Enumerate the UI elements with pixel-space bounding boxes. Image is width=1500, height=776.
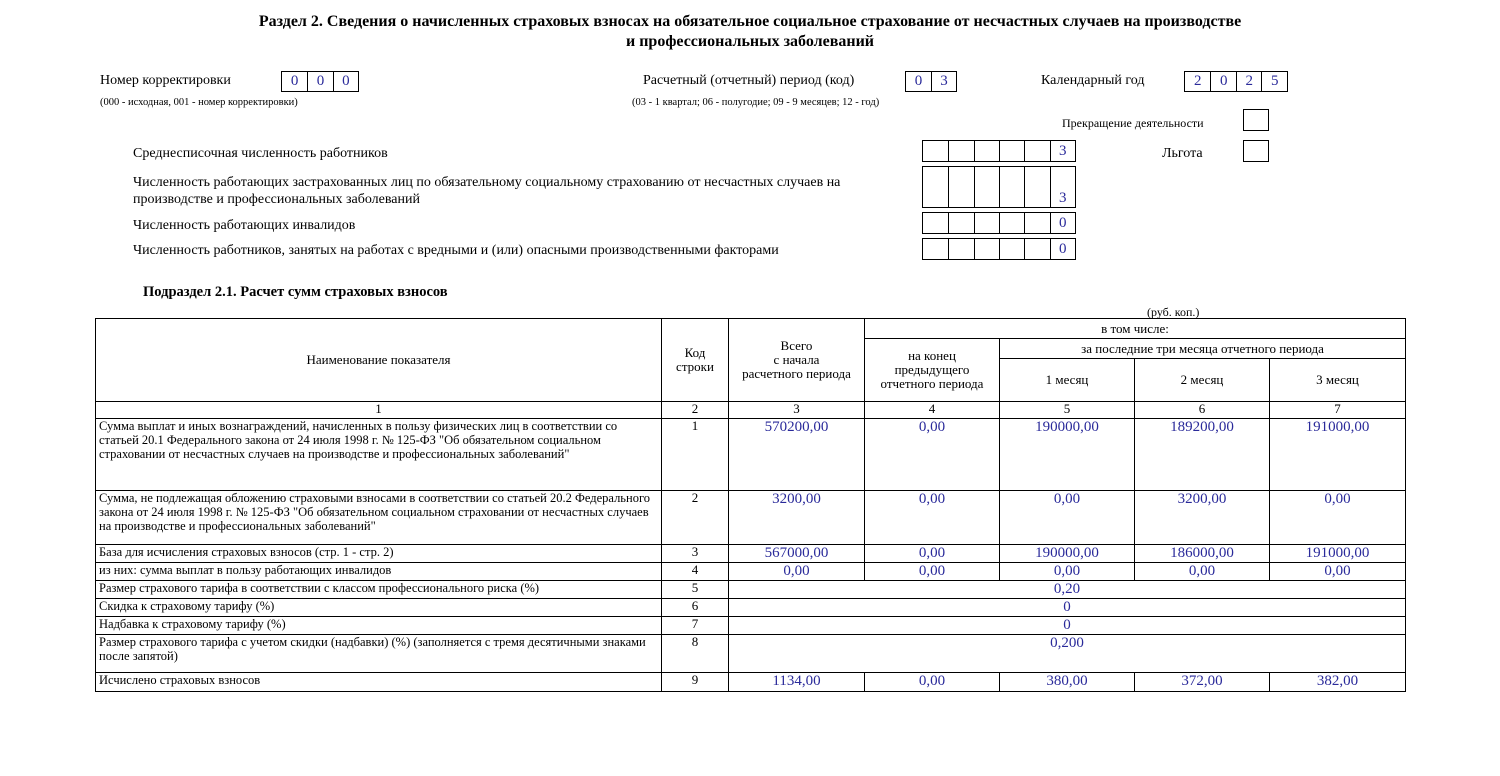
digit-cell — [999, 239, 1024, 259]
contributions-table — [95, 318, 1406, 692]
year-digit: 2 — [1236, 72, 1262, 91]
header-month-1: 1 месяц — [1000, 359, 1135, 402]
digit-cell — [999, 167, 1024, 207]
year-digit: 2 — [1193, 73, 1202, 89]
value-month-3[interactable]: 191000,00 — [1270, 545, 1406, 563]
disabled-count-label: Численность работающих инвалидов — [133, 218, 356, 233]
value-month-3[interactable]: 382,00 — [1270, 673, 1406, 692]
col-number: 4 — [865, 402, 1000, 419]
value-month-2[interactable]: 372,00 — [1135, 673, 1270, 692]
digit-cell — [974, 239, 999, 259]
col-number: 2 — [662, 402, 729, 419]
row-code: 8 — [662, 635, 729, 673]
header-name: Наименование показателя — [96, 319, 662, 402]
col-number: 3 — [729, 402, 865, 419]
table-row — [96, 563, 1406, 581]
row-code: 4 — [662, 563, 729, 581]
benefit-checkbox[interactable] — [1243, 140, 1269, 162]
digit-cell — [923, 213, 948, 233]
termination-label: Прекращение деятельности — [1062, 116, 1204, 130]
table-row — [96, 635, 1406, 673]
digit-cell — [948, 213, 973, 233]
row-code: 5 — [662, 581, 729, 599]
digit-cell — [974, 141, 999, 161]
correction-number-field[interactable] — [281, 71, 359, 92]
section-title-line1: Раздел 2. Сведения о начисленных страховых взносах на обязательное социальное страхование от несчастных случаев на производстве — [258, 13, 1242, 30]
digit-cell — [923, 239, 948, 259]
year-field[interactable] — [1184, 71, 1288, 92]
value-merged[interactable]: 0,200 — [729, 635, 1406, 673]
row-code: 1 — [662, 419, 729, 491]
value-month-2[interactable]: 3200,00 — [1135, 491, 1270, 545]
correction-digit: 0 — [307, 72, 332, 91]
row-code: 6 — [662, 599, 729, 617]
table-row — [96, 545, 1406, 563]
header-month-3: 3 месяц — [1270, 359, 1406, 402]
value-total[interactable]: 0,00 — [729, 563, 865, 581]
value-month-1[interactable]: 190000,00 — [1000, 545, 1135, 563]
value-total[interactable]: 570200,00 — [729, 419, 865, 491]
value-month-3[interactable]: 0,00 — [1270, 491, 1406, 545]
value-prev-period[interactable]: 0,00 — [865, 563, 1000, 581]
digit-cell — [974, 167, 999, 207]
digit-cell — [948, 167, 973, 207]
correction-hint: (000 - исходная, 001 - номер корректировки) — [100, 97, 298, 108]
table-row — [96, 581, 1406, 599]
period-digit: 0 — [914, 73, 923, 89]
value-month-2[interactable]: 0,00 — [1135, 563, 1270, 581]
value-month-1[interactable]: 380,00 — [1000, 673, 1135, 692]
value-prev-period[interactable]: 0,00 — [865, 545, 1000, 563]
correction-digit: 0 — [290, 73, 299, 89]
digit-cell — [923, 141, 948, 161]
row-code: 9 — [662, 673, 729, 692]
digit-cell — [1024, 239, 1049, 259]
header-month-2: 2 месяц — [1135, 359, 1270, 402]
subsection-title: Подраздел 2.1. Расчет сумм страховых взносов — [143, 284, 448, 300]
digit-cell: 3 — [1050, 167, 1075, 207]
value-merged[interactable]: 0 — [729, 599, 1406, 617]
value-total[interactable]: 567000,00 — [729, 545, 865, 563]
disabled-count-field[interactable] — [922, 212, 1076, 234]
table-row — [96, 491, 1406, 545]
header-including: в том числе: — [865, 319, 1406, 339]
digit-cell — [948, 239, 973, 259]
header-prev-period: на конец предыдущего отчетного периода — [865, 339, 1000, 402]
row-name: База для исчисления страховых взносов (стр. 1 - стр. 2) — [96, 545, 662, 563]
col-number: 6 — [1135, 402, 1270, 419]
value-prev-period[interactable]: 0,00 — [865, 491, 1000, 545]
period-label: Расчетный (отчетный) период (код) — [643, 73, 855, 88]
value-month-3[interactable]: 0,00 — [1270, 563, 1406, 581]
value-month-3[interactable]: 191000,00 — [1270, 419, 1406, 491]
termination-checkbox[interactable] — [1243, 109, 1269, 131]
value-merged[interactable]: 0 — [729, 617, 1406, 635]
year-label: Календарный год — [1041, 73, 1145, 88]
period-code-field[interactable] — [905, 71, 957, 92]
row-name: Сумма, не подлежащая обложению страховыми взносами в соответствии со статьей 20.2 Федерального закона от 24 июля 1998 г. № 125-ФЗ "Об обязательном социальном страховании от несчастных случаев на производстве и профессиональных заболеваний" — [96, 491, 662, 545]
year-digit: 5 — [1261, 72, 1287, 91]
digit-cell — [999, 141, 1024, 161]
col-number: 1 — [96, 402, 662, 419]
row-name: Исчислено страховых взносов — [96, 673, 662, 692]
avg-headcount-label: Среднесписочная численность работников — [133, 146, 388, 161]
benefit-label: Льгота — [1162, 146, 1203, 161]
digit-cell — [999, 213, 1024, 233]
digit-cell: 0 — [1050, 213, 1075, 233]
value-total[interactable]: 1134,00 — [729, 673, 865, 692]
digit-cell — [974, 213, 999, 233]
table-row — [96, 419, 1406, 491]
period-digit: 3 — [931, 72, 956, 91]
table-row — [96, 673, 1406, 692]
digit-cell: 3 — [1050, 141, 1075, 161]
row-code: 2 — [662, 491, 729, 545]
value-prev-period[interactable]: 0,00 — [865, 419, 1000, 491]
digit-cell — [1024, 213, 1049, 233]
hazardous-count-label: Численность работников, занятых на работах с вредными и (или) опасными производственными факторами — [133, 243, 779, 258]
row-name: Надбавка к страховому тарифу (%) — [96, 617, 662, 635]
units-note: (руб. коп.) — [1147, 305, 1200, 319]
value-month-1[interactable]: 0,00 — [1000, 491, 1135, 545]
row-name: из них: сумма выплат в пользу работающих инвалидов — [96, 563, 662, 581]
digit-cell — [1024, 167, 1049, 207]
value-month-1[interactable]: 190000,00 — [1000, 419, 1135, 491]
period-hint: (03 - 1 квартал; 06 - полугодие; 09 - 9 месяцев; 12 - год) — [632, 97, 880, 108]
insured-count-label-line1: Численность работающих застрахованных лиц по обязательному социальному страхованию от несчастных случаев на — [133, 175, 841, 190]
correction-label: Номер корректировки — [100, 73, 231, 88]
header-total: Всего с начала расчетного периода — [729, 319, 865, 402]
table-row — [96, 599, 1406, 617]
row-name: Размер страхового тарифа с учетом скидки (надбавки) (%) (заполняется с тремя десятичными знаками после запятой) — [96, 635, 662, 673]
digit-cell — [923, 167, 948, 207]
value-prev-period[interactable]: 0,00 — [865, 673, 1000, 692]
value-month-1[interactable]: 0,00 — [1000, 563, 1135, 581]
row-name: Размер страхового тарифа в соответствии с классом профессионального риска (%) — [96, 581, 662, 599]
value-month-2[interactable]: 189200,00 — [1135, 419, 1270, 491]
header-last-three-months: за последние три месяца отчетного периода — [1000, 339, 1406, 359]
header-code: Код строки — [662, 319, 729, 402]
row-name: Сумма выплат и иных вознаграждений, начисленных в пользу физических лиц в соответствии со статьей 20.1 Федерального закона от 24 июля 1998 г. № 125-ФЗ "Об обязательном социальном страховании от несчастных случаев на производстве и профессиональных заболеваний" — [96, 419, 662, 491]
value-month-2[interactable]: 186000,00 — [1135, 545, 1270, 563]
insured-count-label-line2: производстве и профессиональных заболеваний — [133, 192, 420, 207]
digit-cell — [948, 141, 973, 161]
col-number: 7 — [1270, 402, 1406, 419]
col-number: 5 — [1000, 402, 1135, 419]
digit-cell — [1024, 141, 1049, 161]
table-row — [96, 617, 1406, 635]
value-merged[interactable]: 0,20 — [729, 581, 1406, 599]
row-code: 3 — [662, 545, 729, 563]
section-title-line2: и профессиональных заболеваний — [625, 33, 874, 50]
value-total[interactable]: 3200,00 — [729, 491, 865, 545]
digit-cell: 0 — [1050, 239, 1075, 259]
avg-headcount-field[interactable] — [922, 140, 1076, 162]
insured-count-field[interactable] — [922, 166, 1076, 208]
hazardous-count-field[interactable] — [922, 238, 1076, 260]
correction-digit: 0 — [333, 72, 358, 91]
row-name: Скидка к страховому тарифу (%) — [96, 599, 662, 617]
year-digit: 0 — [1210, 72, 1236, 91]
row-code: 7 — [662, 617, 729, 635]
